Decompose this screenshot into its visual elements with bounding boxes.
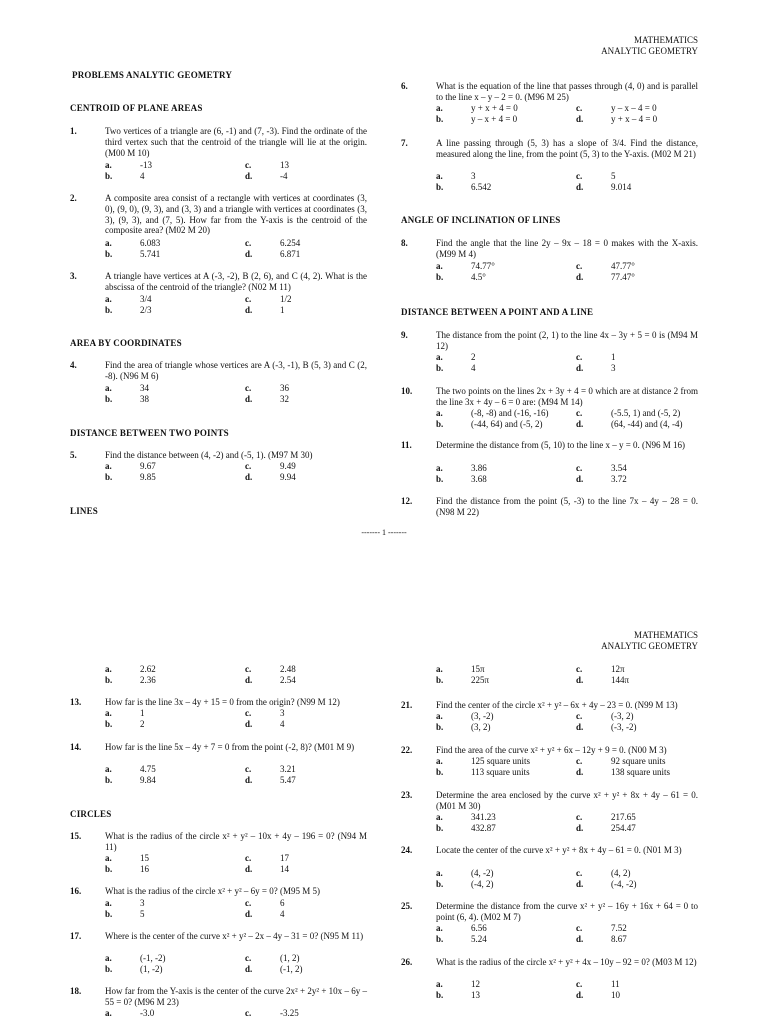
problem-text: A line passing through (5, 3) has a slope of 3/4. Find the distance, measured along the line, from the point (5, 3) to the Y-axis. (M02 M 21) <box>436 138 698 159</box>
problem-text: What is the radius of the circle x² + y² – 10x + 4y – 196 = 0? (N94 M 11) <box>105 831 367 852</box>
problem-number: 18. <box>70 986 82 996</box>
document-title: PROBLEMS ANALYTIC GEOMETRY <box>72 70 233 80</box>
problem-text: What is the radius of the circle x² + y² + 4x – 10y – 92 = 0? (M03 M 12) <box>436 957 697 967</box>
problem-number: 8. <box>401 238 408 248</box>
problem-text: Find the area of the curve x² + y² + 6x – 12y + 9 = 0. (N00 M 3) <box>436 745 667 755</box>
problem-number: 23. <box>401 790 413 800</box>
problem-text: Two vertices of a triangle are (6, -1) and (7, -3). Find the ordinate of the third vertex such that the centroid of the triangle will lie at the origin. (M00 M 10) <box>105 126 367 158</box>
header-subject: MATHEMATICS <box>633 630 698 640</box>
problem-number: 2. <box>70 193 77 203</box>
problem-number: 22. <box>401 745 413 755</box>
problem-number: 6. <box>401 81 408 91</box>
problem-number: 25. <box>401 901 413 911</box>
header-topic: ANALYTIC GEOMETRY <box>601 641 698 652</box>
problem-number: 21. <box>401 700 413 710</box>
problem-number: 3. <box>70 271 77 281</box>
page-number: ------- 1 ------- <box>361 528 407 537</box>
problem-text: Find the area of triangle whose vertices are A (-3, -1), B (5, 3) and C (2, -8). (N96 M 6) <box>105 360 367 381</box>
problem-text: What is the radius of the circle x² + y² – 6y = 0? (M95 M 5) <box>105 886 320 896</box>
page-header <box>601 35 698 58</box>
problem-text: How far is the line 3x – 4y + 15 = 0 from the origin? (N99 M 12) <box>105 697 340 707</box>
problem-text: Where is the center of the curve x² + y² – 2x – 4y – 31 = 0? (N95 M 11) <box>105 931 364 941</box>
problem-text: The two points on the lines 2x + 3y + 4 = 0 which are at distance 2 from the line 3x + 4y – 6 = 0 are: (M94 M 14) <box>436 386 698 407</box>
problem-text: Determine the distance from (5, 10) to the line x – y = 0. (N96 M 16) <box>436 440 686 450</box>
problem-text: Find the distance between (4, -2) and (-5, 1). (M97 M 30) <box>105 450 313 460</box>
problem-text: Find the angle that the line 2y – 9x – 18 = 0 makes with the X-axis. (M99 M 4) <box>436 238 698 259</box>
section-centroid: CENTROID OF PLANE AREAS <box>70 103 203 113</box>
problem-number: 11. <box>401 440 412 450</box>
section-inclination: ANGLE OF INCLINATION OF LINES <box>401 215 561 225</box>
problem-number: 7. <box>401 138 408 148</box>
problem-number: 5. <box>70 450 77 460</box>
problem-number: 14. <box>70 742 82 752</box>
section-lines: LINES <box>70 506 99 516</box>
section-area-coordinates: AREA BY COORDINATES <box>70 338 182 348</box>
section-circles: CIRCLES <box>70 809 112 819</box>
problem-text: How far is the line 5x – 4y + 7 = 0 from the point (-2, 8)? (M01 M 9) <box>105 742 355 752</box>
problem-text: Find the distance from the point (5, -3) to the line 7x – 4y – 28 = 0. (N98 M 22) <box>436 496 698 517</box>
problem-number: 1. <box>70 126 77 136</box>
section-point-line: DISTANCE BETWEEN A POINT AND A LINE <box>401 307 594 317</box>
header-topic: ANALYTIC GEOMETRY <box>601 46 698 57</box>
section-distance-points: DISTANCE BETWEEN TWO POINTS <box>70 428 229 438</box>
problem-number: 17. <box>70 931 82 941</box>
problem-number: 24. <box>401 845 413 855</box>
problem-text: Locate the center of the curve x² + y² + 8x + 4y – 61 = 0. (N01 M 3) <box>436 845 682 855</box>
problem-text: Determine the distance from the curve x² + y² – 16y + 16x + 64 = 0 to point (6, 4). (M02 M 7) <box>436 901 698 922</box>
problem-text: The distance from the point (2, 1) to the line 4x – 3y + 5 = 0 is (M94 M 12) <box>436 330 698 351</box>
problem-text: What is the equation of the line that passes through (4, 0) and is parallel to the line x – y – 2 = 0. (M96 M 25) <box>436 81 698 102</box>
problem-number: 15. <box>70 831 82 841</box>
problem-text: Determine the area enclosed by the curve x² + y² + 8x + 4y – 61 = 0. (M01 M 30) <box>436 790 698 811</box>
problem-number: 10. <box>401 386 413 396</box>
problem-text: A triangle have vertices at A (-3, -2), B (2, 6), and C (4, 2). What is the abscissa of the centroid of the triangle? (N02 M 11) <box>105 271 367 292</box>
problem-number: 13. <box>70 697 82 707</box>
problem-text: A composite area consist of a rectangle with vertices at coordinates (3, 0), (9, 0), (9, 3), and (3, 3) and a triangle with vertices at coordinates (3, 3), (9, 3), and (7, 5). How far from the Y-axis is the centroid of the composite area? (M02 M 20) <box>105 193 367 236</box>
problem-number: 26. <box>401 957 413 967</box>
problem-text: How far from the Y-axis is the center of the curve 2x² + 2y² + 10x – 6y – 55 = 0? (M96 M 23) <box>105 986 367 1007</box>
header-subject: MATHEMATICS <box>633 35 698 45</box>
problem-number: 16. <box>70 886 82 896</box>
page-header <box>601 630 698 653</box>
problem-number: 12. <box>401 496 413 506</box>
problem-number: 4. <box>70 360 77 370</box>
problem-text: Find the center of the circle x² + y² – 6x + 4y – 23 = 0. (N99 M 13) <box>436 700 678 710</box>
problem-number: 9. <box>401 330 408 340</box>
